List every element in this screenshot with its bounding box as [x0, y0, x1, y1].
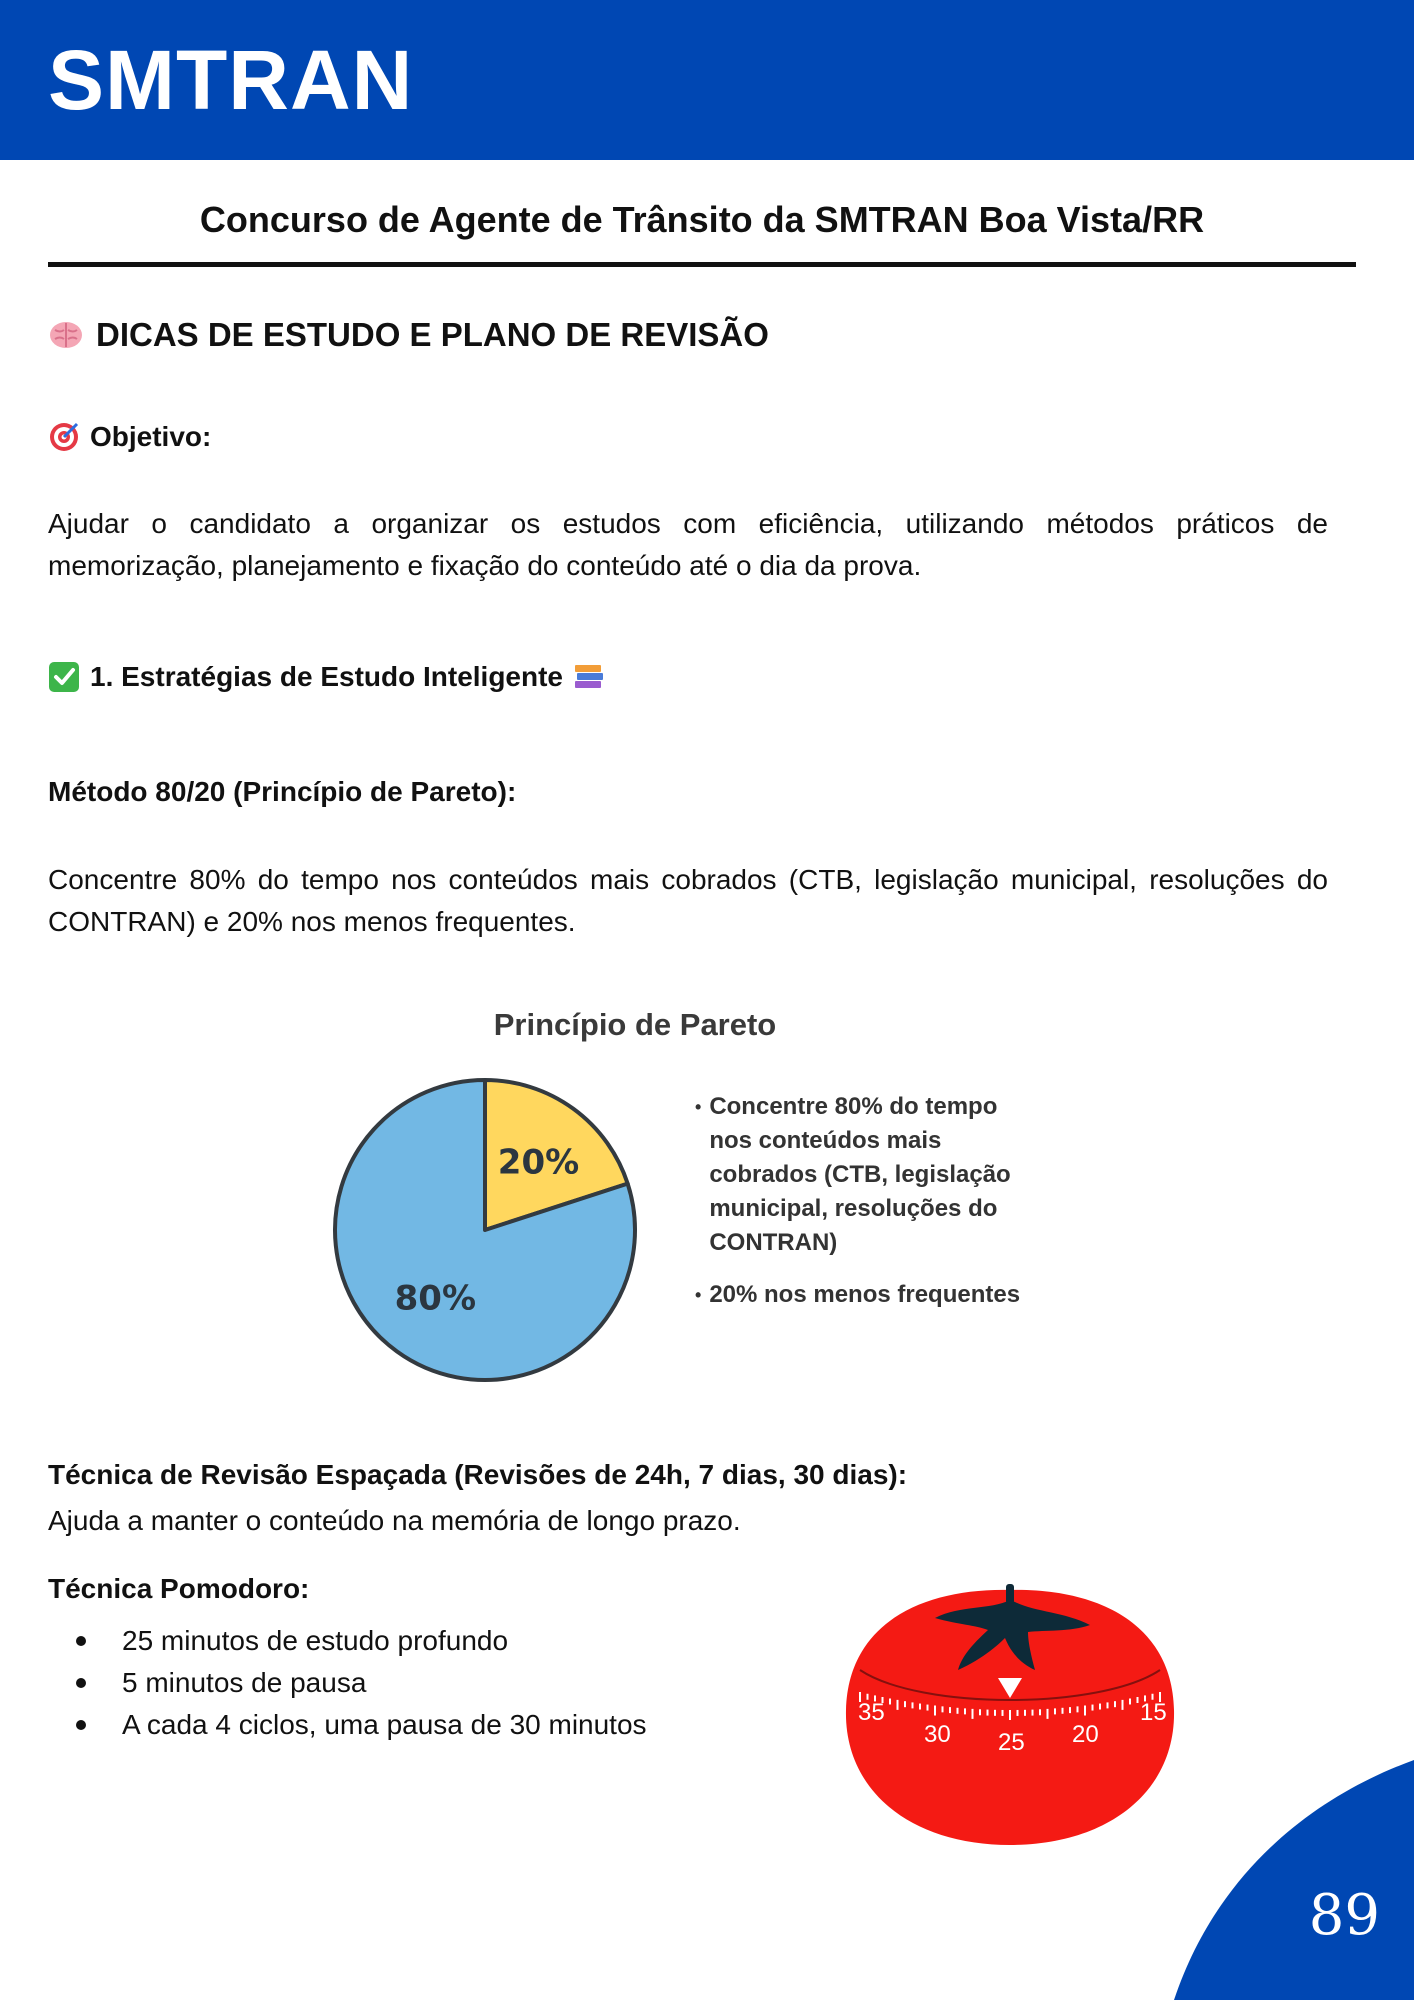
- strategies-heading: [48, 661, 605, 693]
- chart-note-text: 20% nos menos frequentes: [709, 1281, 1021, 1308]
- pie-slice-label: 80%: [394, 1278, 477, 1319]
- list-item-text: 5 minutos de pausa: [122, 1667, 367, 1698]
- list-item-text: A cada 4 ciclos, uma pausa de 30 minutos: [122, 1709, 647, 1740]
- list-item: [60, 1704, 647, 1746]
- dial-label: 20: [1072, 1721, 1099, 1748]
- objective-label: Objetivo:: [90, 421, 212, 452]
- chart-note-text: Concentre 80% do tempo nos conteúdos mais cobrados (CTB, legislação municipal, resoluções do CONTRAN): [709, 1093, 1011, 1256]
- section-heading: [48, 316, 769, 354]
- list-item: [60, 1662, 647, 1704]
- chart-note: • 20% nos menos frequentes: [695, 1278, 1035, 1312]
- list-item-text: 25 minutos de estudo profundo: [122, 1625, 509, 1656]
- pareto-heading: [48, 776, 516, 808]
- document-title: Concurso de Agente de Trânsito da SMTRAN Boa Vista/RR: [199, 199, 1205, 240]
- pomodoro-heading: [48, 1573, 309, 1605]
- objective-heading: [48, 421, 211, 453]
- title-divider: [48, 262, 1356, 267]
- section-heading-text: DICAS DE ESTUDO E PLANO DE REVISÃO: [96, 316, 769, 353]
- dial-label: 25: [998, 1729, 1025, 1756]
- tomato-timer-icon: [840, 1570, 1180, 1850]
- dial-label: 15: [1140, 1699, 1167, 1726]
- chart-notes: [695, 1090, 1035, 1330]
- books-icon: [573, 661, 605, 693]
- pareto-text: Concentre 80% do tempo nos conteúdos mais cobrados (CTB, legislação municipal, resoluções do CONTRAN) e 20% nos menos frequentes.: [48, 864, 1328, 937]
- pareto-label: Método 80/20 (Princípio de Pareto):: [48, 776, 517, 807]
- spaced-heading: [48, 1459, 907, 1491]
- spaced-text: Ajuda a manter o conteúdo na memória de longo prazo.: [48, 1505, 741, 1536]
- list-item: [60, 1620, 647, 1662]
- target-icon: [48, 421, 80, 453]
- page-corner: [1174, 1760, 1414, 2000]
- checkmark-icon: [48, 661, 80, 693]
- pomodoro-label: Técnica Pomodoro:: [48, 1573, 310, 1604]
- objective-text: Ajudar o candidato a organizar os estudos com eficiência, utilizando métodos práticos de memorização, planejamento e fixação do conteúdo até o dia da prova.: [48, 508, 1328, 581]
- strategies-label: 1. Estratégias de Estudo Inteligente: [90, 661, 564, 692]
- header-title: SMTRAN: [48, 33, 414, 127]
- dial-label: 30: [924, 1721, 951, 1748]
- pie-slice-label: 20%: [497, 1142, 580, 1183]
- corner-shape: [1174, 1760, 1414, 2000]
- pie-chart: [320, 1065, 650, 1395]
- page-number: 89: [1308, 1883, 1380, 1948]
- chart-title: Princípio de Pareto: [493, 1007, 777, 1042]
- dial-label: 35: [858, 1699, 885, 1726]
- chart-note: • Concentre 80% do tempo nos conteúdos mais cobrados (CTB, legislação municipal, resoluções do CONTRAN): [695, 1090, 1035, 1260]
- pomodoro-list: [60, 1620, 647, 1746]
- pareto-chart: [320, 995, 1080, 1415]
- brain-icon: [48, 320, 84, 350]
- spaced-label: Técnica de Revisão Espaçada (Revisões de 24h, 7 dias, 30 dias):: [48, 1459, 908, 1490]
